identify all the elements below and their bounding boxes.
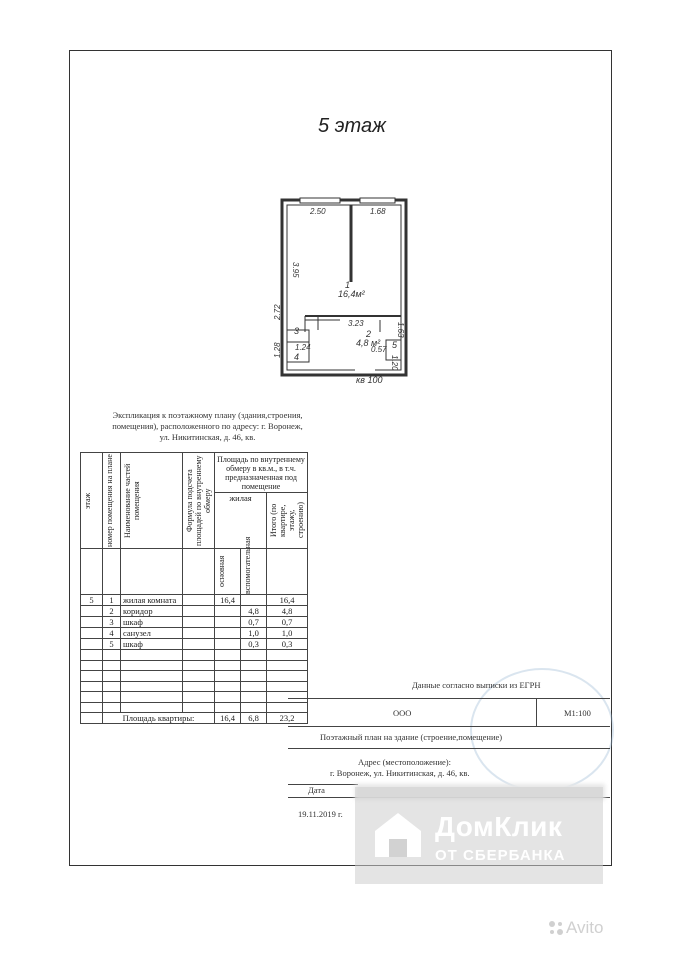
title-block-date-row [288, 784, 358, 824]
apartment-label: кв 100 [356, 375, 383, 385]
explication-table [80, 452, 308, 724]
date-label: Дата [308, 785, 325, 795]
explication-caption: Экспликация к поэтажному плану (здания,строения, помещения), расположенного по адресу: г. Воронеж, ул. Никитинская, д. 46, кв. [112, 410, 303, 442]
table-row-empty [81, 660, 308, 671]
header-auxiliary: вспомогательная [241, 549, 267, 595]
address-value: г. Воронеж, ул. Никитинская, д. 46, кв. [330, 768, 470, 778]
header-room-number: номер помещения на плане [103, 453, 121, 549]
doc-title: Поэтажный план на здание (строение,помещение) [320, 732, 503, 742]
dim-10: 1.20 [390, 355, 399, 371]
header-total: Итого (по квартире, этажу, строению) [267, 493, 308, 549]
table-row: 2 коридор 4,8 4,8 [81, 606, 308, 617]
org-name: ООО [393, 708, 412, 718]
table-row-empty [81, 681, 308, 692]
floor-title: 5 этаж [318, 115, 386, 137]
room-2-number: 2 [366, 329, 372, 339]
table-row-empty [81, 671, 308, 682]
room-4-number: 4 [294, 352, 300, 362]
header-name: Наименование частей помещения [121, 453, 183, 549]
dim-4: 2.72 [273, 304, 282, 320]
table-row-empty [81, 692, 308, 703]
dim-6: 1.63 [396, 322, 405, 338]
room-2-area: 4,8 м² [356, 338, 381, 348]
dim-3: 3.95 [291, 262, 300, 278]
table-row: 5 шкаф 0,3 0,3 [81, 639, 308, 650]
dim-8: 1.28 [273, 342, 282, 358]
header-area-group: Площадь по внутреннему обмеру в кв.м., в т.ч. предназначенная под помещение [215, 453, 308, 493]
room-1-number: 1 [345, 280, 351, 290]
header-living: жилая [215, 493, 267, 549]
title-block-org-row [288, 698, 610, 726]
address-label: Адрес (местоположение): [358, 757, 451, 767]
domclick-sub: ОТ СБЕРБАНКА [435, 847, 566, 864]
title-block-address-row [288, 748, 610, 784]
room-3-number: 3 [294, 326, 300, 336]
table-row-empty [81, 702, 308, 713]
dim-5: 3.23 [348, 319, 364, 328]
room-1-area: 16,4м² [338, 289, 365, 299]
header-formula: Формула подсчета площадей по внутреннему обмеру [183, 453, 215, 549]
table-row: 5 1 жилая комната 16,4 16,4 [81, 595, 308, 606]
avito-icon [548, 920, 564, 936]
dim-7: 1.24 [295, 343, 311, 352]
dim-2: 1.68 [370, 207, 386, 216]
header-floor: этаж [81, 453, 103, 549]
room-5-number: 5 [392, 340, 398, 350]
domclick-name: ДомКлик [435, 811, 563, 842]
house-icon [371, 809, 425, 859]
scale-label: М1:100 [564, 708, 591, 718]
dim-1: 2.50 [310, 207, 326, 216]
table-row: 3 шкаф 0,7 0,7 [81, 617, 308, 628]
title-block-doc-row [288, 726, 610, 748]
table-row: 4 санузел 1,0 1,0 [81, 628, 308, 639]
avito-watermark: Avito [566, 918, 604, 937]
header-main: основная [215, 549, 241, 595]
dim-9: 0.57 [371, 345, 387, 354]
date-value: 19.11.2019 г. [298, 809, 343, 819]
total-row: Площадь квартиры: 16,4 6,8 23,2 [81, 713, 308, 724]
table-row-empty [81, 650, 308, 661]
egrn-note: Данные согласно выписки из ЕГРН [412, 680, 541, 690]
domclick-watermark [355, 787, 603, 884]
